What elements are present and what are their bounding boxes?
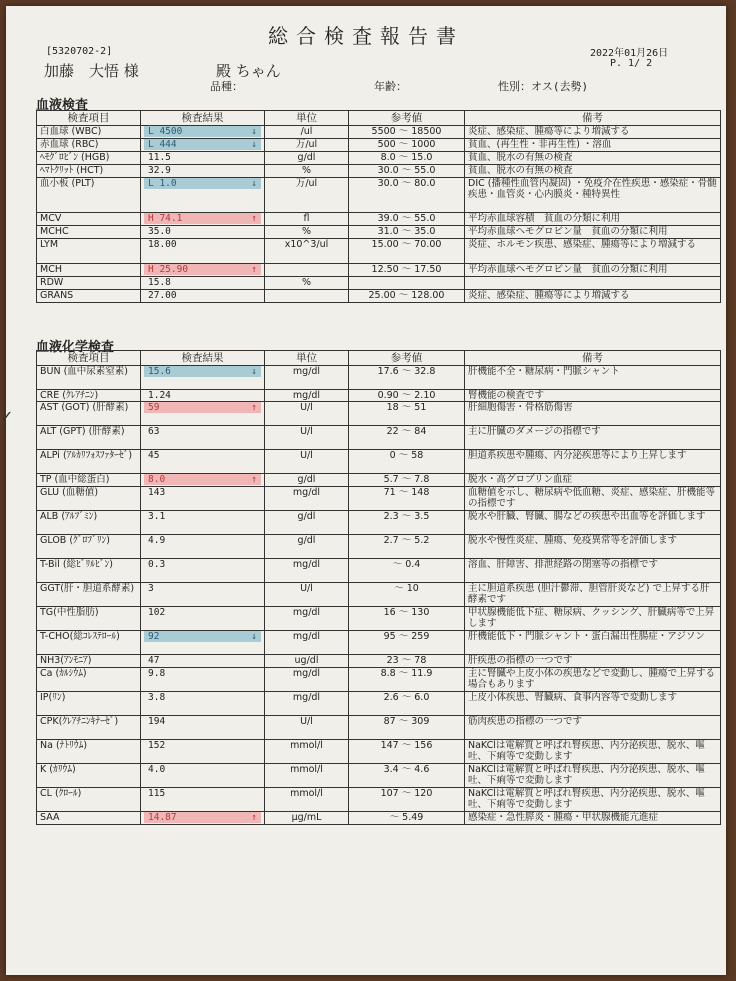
- table-row: [37, 450, 721, 474]
- result-text: 59: [148, 402, 160, 413]
- unit: g/dl: [265, 152, 349, 165]
- unit: mg/dl: [265, 607, 349, 631]
- unit: g/dl: [265, 535, 349, 559]
- test-result: [141, 226, 265, 239]
- remarks: 脱水や肝臓、腎臓、腸などの疾患や出血等を評価します: [465, 511, 721, 535]
- result-text: 15.8: [148, 277, 171, 288]
- reference-range: 39.0 ～ 55.0: [349, 213, 465, 226]
- table-row: [37, 178, 721, 213]
- test-result: [141, 487, 265, 511]
- table-row: [37, 631, 721, 655]
- unit: ug/dl: [265, 655, 349, 668]
- result-value: [144, 764, 261, 775]
- test-result: [141, 535, 265, 559]
- test-item: Ca (ｶﾙｼｳﾑ): [37, 668, 141, 692]
- table-row: [37, 152, 721, 165]
- result-value: [144, 692, 261, 703]
- test-result: [141, 692, 265, 716]
- result-value: [144, 788, 261, 799]
- arrow-down-icon: ↓: [251, 178, 257, 189]
- reference-range: [349, 277, 465, 290]
- result-text: 11.5: [148, 152, 171, 163]
- unit: [265, 290, 349, 303]
- arrow-down-icon: ↓: [251, 139, 257, 150]
- test-item: BUN (血中尿素窒素): [37, 366, 141, 390]
- reference-range: 0 ～ 58: [349, 450, 465, 474]
- blood-section-title: 血液検査: [36, 98, 89, 113]
- table-row: [37, 290, 721, 303]
- table-row: [37, 535, 721, 559]
- test-result: [141, 716, 265, 740]
- result-value: [144, 535, 261, 546]
- reference-range: 87 ～ 309: [349, 716, 465, 740]
- pet-name: 殿 ちゃん: [216, 62, 281, 80]
- result-text: 1.24: [148, 390, 171, 401]
- test-item: T-CHO(総ｺﾚｽﾃﾛｰﾙ): [37, 631, 141, 655]
- report-date: 2022年01月26日: [590, 48, 669, 59]
- result-text: 35.0: [148, 226, 171, 237]
- table-row: [37, 366, 721, 390]
- remarks: 腎機能の検査です: [465, 390, 721, 402]
- unit: mg/dl: [265, 487, 349, 511]
- test-result: [141, 474, 265, 487]
- arrow-up-icon: ↑: [251, 402, 257, 413]
- arrow-down-icon: ↓: [251, 366, 257, 377]
- result-value: [144, 366, 261, 377]
- remarks: 肝疾患の指標の一つです: [465, 655, 721, 668]
- test-result: [141, 631, 265, 655]
- test-result: [141, 655, 265, 668]
- result-value: [144, 559, 261, 570]
- table-row: [37, 668, 721, 692]
- test-item: K (ｶﾘｳﾑ): [37, 764, 141, 788]
- arrow-down-icon: ↓: [251, 126, 257, 137]
- result-value: [144, 126, 261, 137]
- test-result: [141, 290, 265, 303]
- result-value: [144, 390, 261, 401]
- test-result: [141, 178, 265, 213]
- test-item: 血小板 (PLT): [37, 178, 141, 213]
- result-text: 3.1: [148, 511, 166, 522]
- result-value: [144, 277, 261, 288]
- reference-range: 3.4 ～ 4.6: [349, 764, 465, 788]
- age-label: 年齢：: [374, 80, 407, 93]
- unit: %: [265, 226, 349, 239]
- remarks: 主に胆道系疾患 (胆汁鬱滞、胆管肝炎など) で上昇する肝酵素です: [465, 583, 721, 607]
- test-result: [141, 450, 265, 474]
- reference-range: 17.6 ～ 32.8: [349, 366, 465, 390]
- test-item: LYM: [37, 239, 141, 264]
- unit: U/l: [265, 716, 349, 740]
- remarks: 平均赤血球ヘモグロビン量 貧血の分類に利用: [465, 226, 721, 239]
- result-text: 45: [148, 450, 160, 461]
- result-value: [144, 264, 261, 275]
- result-text: 15.6: [148, 366, 171, 377]
- column-header: 検査結果: [141, 351, 265, 366]
- test-result: [141, 788, 265, 812]
- remarks: [465, 277, 721, 290]
- test-item: ALB (ｱﾙﾌﾞﾐﾝ): [37, 511, 141, 535]
- table-row: [37, 426, 721, 450]
- result-text: 8.0: [148, 474, 166, 485]
- result-text: 92: [148, 631, 160, 642]
- table-row: [37, 474, 721, 487]
- result-value: [144, 655, 261, 666]
- remarks: 溶血、肝障害、排泄経路の閉塞等の指標です: [465, 559, 721, 583]
- unit: mg/dl: [265, 366, 349, 390]
- reference-range: ～ 5.49: [349, 812, 465, 825]
- remarks: 肝細胞傷害・骨格筋傷害: [465, 402, 721, 426]
- test-item: GLOB (ｸﾞﾛﾌﾞﾘﾝ): [37, 535, 141, 559]
- unit: mmol/l: [265, 740, 349, 764]
- remarks: 胆道系疾患や腫瘍、内分泌疾患等により上昇します: [465, 450, 721, 474]
- test-result: [141, 277, 265, 290]
- remarks: 上皮小体疾患、腎臓病、食事内容等で変動します: [465, 692, 721, 716]
- reference-range: 2.3 ～ 3.5: [349, 511, 465, 535]
- result-value: [144, 239, 261, 250]
- test-item: 赤血球 (RBC): [37, 139, 141, 152]
- table-row: [37, 716, 721, 740]
- test-item: T-Bil (総ﾋﾞﾘﾙﾋﾞﾝ): [37, 559, 141, 583]
- test-item: GRANS: [37, 290, 141, 303]
- test-result: [141, 511, 265, 535]
- result-text: 3.8: [148, 692, 166, 703]
- remarks: 主に腎臓や上皮小体の疾患などで変動し、腫瘍で上昇する場合もあります: [465, 668, 721, 692]
- result-text: 4.0: [148, 764, 166, 775]
- table-row: [37, 239, 721, 264]
- test-result: [141, 139, 265, 152]
- remarks: 脱水や慢性炎症、腫瘍、免疫異常等を評価します: [465, 535, 721, 559]
- result-text: 3: [148, 583, 154, 594]
- reference-range: 147 ～ 156: [349, 740, 465, 764]
- test-result: [141, 559, 265, 583]
- remarks: 感染症・急性膵炎・腫瘍・甲状腺機能亢進症: [465, 812, 721, 825]
- table-row: [37, 487, 721, 511]
- column-header: 検査結果: [141, 111, 265, 126]
- result-value: [144, 474, 261, 485]
- test-item: MCV: [37, 213, 141, 226]
- table-row: [37, 692, 721, 716]
- result-value: [144, 812, 261, 823]
- table-row: [37, 126, 721, 139]
- result-value: [144, 487, 261, 498]
- test-item: TG(中性脂肪): [37, 607, 141, 631]
- arrow-up-icon: ↑: [251, 812, 257, 823]
- result-text: 18.00: [148, 239, 177, 250]
- unit: mg/dl: [265, 631, 349, 655]
- test-item: SAA: [37, 812, 141, 825]
- arrow-up-icon: ↑: [251, 264, 257, 275]
- table-row: [37, 213, 721, 226]
- result-value: [144, 607, 261, 618]
- table-row: [37, 226, 721, 239]
- test-result: [141, 264, 265, 277]
- remarks: 血糖値を示し、糖尿病や低血糖、炎症、感染症、肝機能等の指標です: [465, 487, 721, 511]
- test-result: [141, 583, 265, 607]
- remarks: 脱水・高グロブリン血症: [465, 474, 721, 487]
- table-row: [37, 812, 721, 825]
- test-item: CL (ｸﾛｰﾙ): [37, 788, 141, 812]
- test-item: NH3(ｱﾝﾓﾆｱ): [37, 655, 141, 668]
- table-row: [37, 607, 721, 631]
- remarks: 炎症、感染症、腫瘍等により増減する: [465, 126, 721, 139]
- remarks: NaKClは電解質と呼ばれ腎疾患、内分泌疾患、脱水、嘔吐、下痢等で変動します: [465, 788, 721, 812]
- unit: mmol/l: [265, 764, 349, 788]
- reference-range: 500 ～ 1000: [349, 139, 465, 152]
- result-text: 32.9: [148, 165, 171, 176]
- remarks: 肝機能不全・糖尿病・門脈シャント: [465, 366, 721, 390]
- reference-range: 23 ～ 78: [349, 655, 465, 668]
- reference-range: 22 ～ 84: [349, 426, 465, 450]
- result-text: L 1.0: [148, 178, 177, 189]
- table-row: [37, 583, 721, 607]
- remarks: 甲状腺機能低下症、糖尿病、クッシング、肝臓病等で上昇します: [465, 607, 721, 631]
- column-header: 検査項目: [37, 351, 141, 366]
- remarks: NaKClは電解質と呼ばれ腎疾患、内分泌疾患、脱水、嘔吐、下痢等で変動します: [465, 764, 721, 788]
- reference-range: 5.7 ～ 7.8: [349, 474, 465, 487]
- result-value: [144, 716, 261, 727]
- table-row: [37, 764, 721, 788]
- unit: fl: [265, 213, 349, 226]
- unit: μg/mL: [265, 812, 349, 825]
- remarks: 主に肝臓のダメージの指標です: [465, 426, 721, 450]
- table-row: [37, 139, 721, 152]
- test-result: [141, 213, 265, 226]
- result-text: 115: [148, 788, 166, 799]
- test-item: MCH: [37, 264, 141, 277]
- unit: /ul: [265, 126, 349, 139]
- reference-range: 95 ～ 259: [349, 631, 465, 655]
- test-item: GGT(肝・胆道系酵素): [37, 583, 141, 607]
- column-header: 参考値: [349, 111, 465, 126]
- reference-range: 8.8 ～ 11.9: [349, 668, 465, 692]
- test-result: [141, 764, 265, 788]
- result-value: [144, 178, 261, 189]
- test-item: AST (GOT) (肝酵素): [37, 402, 141, 426]
- reference-range: 0.90 ～ 2.10: [349, 390, 465, 402]
- result-text: 27.00: [148, 290, 177, 301]
- chemistry-test-table: [36, 350, 721, 825]
- result-text: 0.3: [148, 559, 166, 570]
- test-item: Na (ﾅﾄﾘｳﾑ): [37, 740, 141, 764]
- result-value: [144, 290, 261, 301]
- table-row: [37, 402, 721, 426]
- unit: 万/ul: [265, 139, 349, 152]
- test-item: ALPi (ｱﾙｶﾘﾌｫｽﾌｧﾀｰｾﾞ): [37, 450, 141, 474]
- table-row: [37, 559, 721, 583]
- reference-range: 2.7 ～ 5.2: [349, 535, 465, 559]
- sex-label: 性別：オス(去勢): [498, 80, 589, 93]
- unit: x10^3/ul: [265, 239, 349, 264]
- remarks: 炎症、感染症、腫瘍等により増減する: [465, 290, 721, 303]
- unit: 万/ul: [265, 178, 349, 213]
- table-row: [37, 277, 721, 290]
- table-row: [37, 511, 721, 535]
- test-result: [141, 165, 265, 178]
- unit: g/dl: [265, 474, 349, 487]
- result-value: [144, 450, 261, 461]
- result-text: H 25.90: [148, 264, 189, 275]
- unit: [265, 264, 349, 277]
- result-value: [144, 426, 261, 437]
- reference-range: 31.0 ～ 35.0: [349, 226, 465, 239]
- reference-range: 30.0 ～ 80.0: [349, 178, 465, 213]
- reference-range: 16 ～ 130: [349, 607, 465, 631]
- test-item: CPK(ｸﾚｱﾁﾆﾝｷﾅｰｾﾞ): [37, 716, 141, 740]
- result-value: [144, 152, 261, 163]
- remarks: 平均赤血球容積 貧血の分類に利用: [465, 213, 721, 226]
- owner-name: 加藤 大悟 様: [44, 62, 139, 80]
- test-result: [141, 239, 265, 264]
- result-text: 63: [148, 426, 160, 437]
- test-result: [141, 126, 265, 139]
- column-header: 単位: [265, 111, 349, 126]
- test-item: CRE (ｸﾚｱﾁﾆﾝ): [37, 390, 141, 402]
- blood-test-table: [36, 110, 721, 303]
- unit: mg/dl: [265, 668, 349, 692]
- result-text: L 4500: [148, 126, 183, 137]
- test-item: MCHC: [37, 226, 141, 239]
- table-row: [37, 740, 721, 764]
- test-result: [141, 668, 265, 692]
- test-item: RDW: [37, 277, 141, 290]
- result-value: [144, 139, 261, 150]
- test-item: IP(ﾘﾝ): [37, 692, 141, 716]
- report-sheet: [0, 6, 726, 975]
- result-text: 102: [148, 607, 166, 618]
- test-result: [141, 152, 265, 165]
- unit: U/l: [265, 583, 349, 607]
- reference-range: ～ 10: [349, 583, 465, 607]
- arrow-up-icon: ↑: [251, 474, 257, 485]
- result-value: [144, 631, 261, 642]
- unit: %: [265, 165, 349, 178]
- remarks: 平均赤血球ヘモグロビン量 貧血の分類に利用: [465, 264, 721, 277]
- remarks: 炎症、ホルモン疾患、感染症、腫瘍等により増減する: [465, 239, 721, 264]
- remarks: NaKClは電解質と呼ばれ腎疾患、内分泌疾患、脱水、嘔吐、下痢等で変動します: [465, 740, 721, 764]
- test-item: 白血球 (WBC): [37, 126, 141, 139]
- column-header: 単位: [265, 351, 349, 366]
- unit: U/l: [265, 426, 349, 450]
- report-id: [5320702-2]: [46, 46, 113, 57]
- reference-range: 18 ～ 51: [349, 402, 465, 426]
- remarks: 貧血、脱水の有無の検査: [465, 165, 721, 178]
- remarks: 貧血、(再生性・非再生性) ・溶血: [465, 139, 721, 152]
- remarks: DIC (播種性血管内凝固) ・免疫介在性疾患・感染症・骨髄疾患・血管炎・心内膜炎・種特異性: [465, 178, 721, 213]
- remarks: 筋肉疾患の指標の一つです: [465, 716, 721, 740]
- table-row: [37, 655, 721, 668]
- unit: g/dl: [265, 511, 349, 535]
- result-value: [144, 583, 261, 594]
- arrow-up-icon: ↑: [251, 213, 257, 224]
- result-text: 152: [148, 740, 166, 751]
- column-header: 検査項目: [37, 111, 141, 126]
- table-row: [37, 390, 721, 402]
- test-result: [141, 426, 265, 450]
- column-header: 備考: [465, 111, 721, 126]
- reference-range: 5500 ～ 18500: [349, 126, 465, 139]
- result-text: 9.8: [148, 668, 166, 679]
- column-header: 参考値: [349, 351, 465, 366]
- result-value: [144, 668, 261, 679]
- test-item: GLU (血糖値): [37, 487, 141, 511]
- unit: mg/dl: [265, 390, 349, 402]
- unit: mg/dl: [265, 559, 349, 583]
- remarks: 貧血、脱水の有無の検査: [465, 152, 721, 165]
- result-text: 47: [148, 655, 160, 666]
- unit: mmol/l: [265, 788, 349, 812]
- reference-range: 71 ～ 148: [349, 487, 465, 511]
- reference-range: 15.00 ～ 70.00: [349, 239, 465, 264]
- unit: %: [265, 277, 349, 290]
- result-value: [144, 511, 261, 522]
- result-value: [144, 402, 261, 413]
- result-text: 4.9: [148, 535, 166, 546]
- unit: U/l: [265, 450, 349, 474]
- handwritten-check-mark: ✓: [0, 407, 14, 426]
- unit: mg/dl: [265, 692, 349, 716]
- test-result: [141, 812, 265, 825]
- table-row: [37, 165, 721, 178]
- result-value: [144, 213, 261, 224]
- test-item: ﾍﾏﾄｸﾘｯﾄ (HCT): [37, 165, 141, 178]
- unit: U/l: [265, 402, 349, 426]
- reference-range: 12.50 ～ 17.50: [349, 264, 465, 277]
- breed-label: 品種：: [210, 80, 243, 93]
- arrow-down-icon: ↓: [251, 631, 257, 642]
- test-result: [141, 740, 265, 764]
- test-result: [141, 402, 265, 426]
- page-number: P. 1/ 2: [610, 58, 653, 69]
- result-text: H 74.1: [148, 213, 183, 224]
- test-item: ﾍﾓｸﾞﾛﾋﾞﾝ (HGB): [37, 152, 141, 165]
- remarks: 肝機能低下・門脈シャント・蛋白漏出性腸症・アジソン: [465, 631, 721, 655]
- chem-section-title: 血液化学検査: [36, 340, 115, 355]
- test-result: [141, 366, 265, 390]
- reference-range: 30.0 ～ 55.0: [349, 165, 465, 178]
- test-result: [141, 607, 265, 631]
- table-row: [37, 788, 721, 812]
- result-text: L 444: [148, 139, 177, 150]
- reference-range: 2.6 ～ 6.0: [349, 692, 465, 716]
- result-text: 14.87: [148, 812, 177, 823]
- result-text: 143: [148, 487, 166, 498]
- reference-range: 107 ～ 120: [349, 788, 465, 812]
- result-value: [144, 165, 261, 176]
- result-value: [144, 226, 261, 237]
- column-header: 備考: [465, 351, 721, 366]
- reference-range: 25.00 ～ 128.00: [349, 290, 465, 303]
- test-result: [141, 390, 265, 402]
- result-value: [144, 740, 261, 751]
- result-text: 194: [148, 716, 166, 727]
- table-row: [37, 264, 721, 277]
- test-item: TP (血中総蛋白): [37, 474, 141, 487]
- report-title: 総合検査報告書: [268, 24, 464, 48]
- reference-range: 8.0 ～ 15.0: [349, 152, 465, 165]
- test-item: ALT (GPT) (肝酵素): [37, 426, 141, 450]
- reference-range: ～ 0.4: [349, 559, 465, 583]
